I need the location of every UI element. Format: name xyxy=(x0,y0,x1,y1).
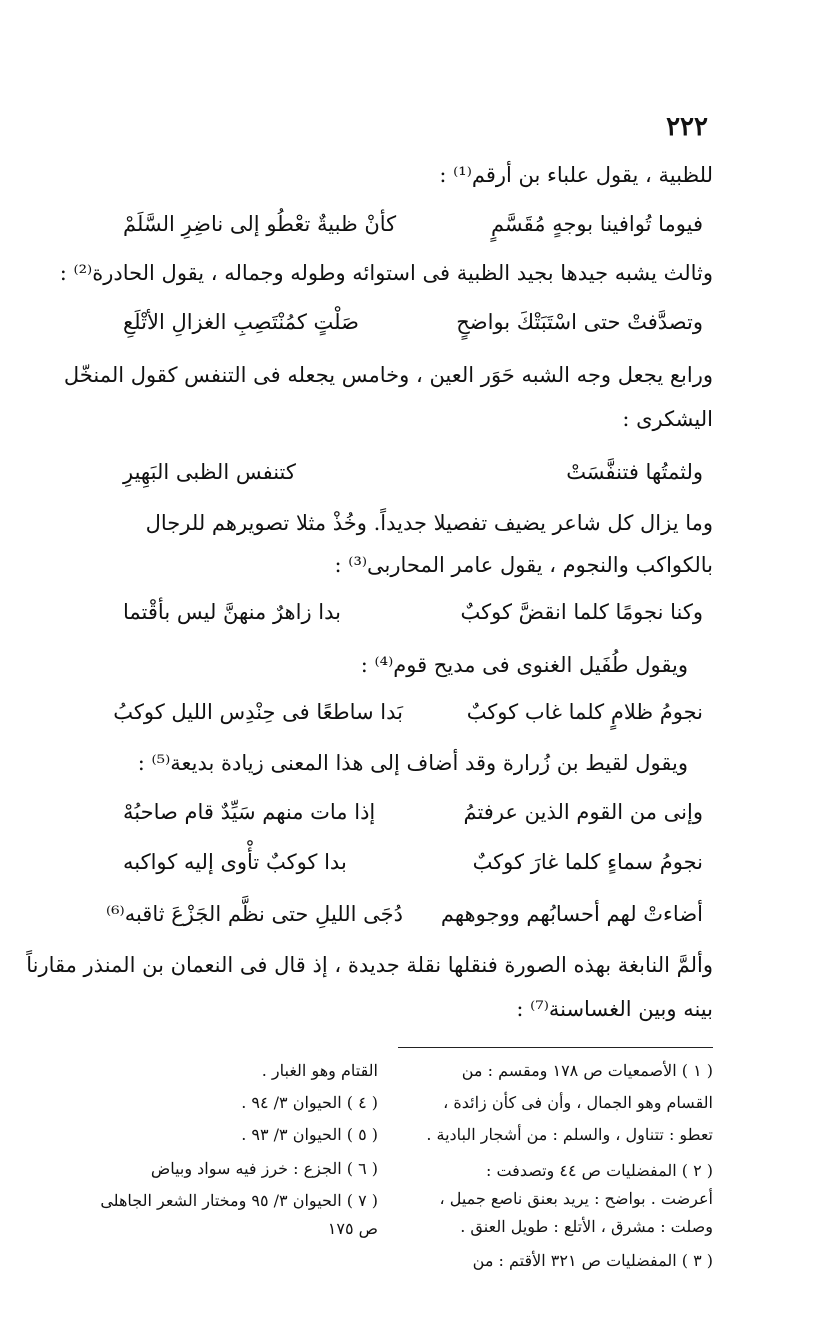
verse-hemistich-first: أضاءتْ لهم أحسابُهم ووجوههم xyxy=(440,902,703,926)
footnote-line: وصلت : مشرق ، الأتلع : طويل العنق . xyxy=(460,1217,713,1236)
paragraph-line: بينه وبين الغساسنة⁽⁷⁾ : xyxy=(516,997,713,1021)
verse-line xyxy=(123,850,713,884)
paragraph-line: ورابع يجعل وجه الشبه حَوَر العين ، وخامس يجعله فى التنفس كقول المنخّل xyxy=(63,363,713,387)
footnote-line: ( ٦ ) الجزع : خرز فيه سواد وبياض xyxy=(150,1159,378,1178)
footnote-line: أعرضت . بواضح : يريد بعنق ناصع جميل ، xyxy=(439,1189,713,1208)
verse-line xyxy=(123,600,713,634)
footnote-line: ( ٧ ) الحيوان ٣/ ٩٥ ومختار الشعر الجاهلى xyxy=(100,1191,378,1210)
verse-hemistich-second: بدا زاهرٌ منهنَّ ليس بأقْتما xyxy=(123,600,341,624)
page-number: ٢٢٢ xyxy=(666,112,708,142)
footnote-line: تعطو : تتناول ، والسلم : من أشجار البادية . xyxy=(426,1125,713,1144)
verse-line xyxy=(123,460,713,494)
footnote-line: القسام وهو الجمال ، وأن فى كأن زائدة ، xyxy=(443,1093,713,1112)
verse-hemistich-first: وكنا نجومًا كلما انقضَّ كوكبٌ xyxy=(460,600,703,624)
verse-hemistich-first: ولثمتُها فتنفَّسَتْ xyxy=(566,460,703,484)
verse-hemistich-first: وتصدَّفتْ حتى اسْتَبَتْكَ بواضحٍ xyxy=(456,310,703,334)
verse-hemistich-second: بَدا ساطعًا فى حِنْدِس الليل كوكبُ xyxy=(113,700,403,724)
footnote-line: ( ٢ ) المفضليات ص ٤٤ وتصدفت : xyxy=(485,1161,713,1180)
verse-line xyxy=(113,700,713,734)
paragraph-line: اليشكرى : xyxy=(622,407,713,431)
footnote-divider xyxy=(398,1047,713,1048)
verse-hemistich-first: فيوما تُوافينا بوجهٍ مُقَسَّمٍ xyxy=(490,212,703,236)
paragraph-line: بالكواكب والنجوم ، يقول عامر المحاربى⁽³⁾ : xyxy=(334,553,713,577)
footnote-line: القتام وهو الغبار . xyxy=(261,1061,378,1080)
footnote-line: ( ٥ ) الحيوان ٣/ ٩٣ . xyxy=(241,1125,378,1144)
paragraph-line: وألمَّ النابغة بهذه الصورة فنقلها نقلة جديدة ، إذ قال فى النعمان بن المنذر مقارناً xyxy=(26,953,713,977)
verse-line xyxy=(123,800,713,834)
verse-line xyxy=(105,902,713,936)
paragraph-line: ويقول لقيط بن زُرارة وقد أضاف إلى هذا المعنى زيادة بديعة⁽⁵⁾ : xyxy=(137,751,688,775)
verse-line xyxy=(123,310,713,344)
footnote-line: ( ١ ) الأصمعيات ص ١٧٨ ومقسم : من xyxy=(461,1061,713,1080)
paragraph-line: وثالث يشبه جيدها بجيد الظبية فى استوائه وطوله وجماله ، يقول الحادرة⁽²⁾ : xyxy=(59,261,713,285)
verse-hemistich-second: كتنفس الظبى البَهِيرِ xyxy=(123,460,296,484)
footnote-line: ( ٣ ) المفضليات ص ٣٢١ الأقتم : من xyxy=(472,1251,713,1270)
footnote-line: ص ١٧٥ xyxy=(327,1219,378,1238)
verse-hemistich-second: صَلْتٍ كمُنْتَصِبِ الغزالِ الأتْلَعِ xyxy=(123,310,359,334)
verse-hemistich-second: كأنْ ظبيةٌ تعْطُو إلى ناضِرِ السَّلَمْ xyxy=(123,212,397,236)
verse-line xyxy=(123,212,713,246)
verse-hemistich-first: وإنى من القوم الذين عرفتمُ xyxy=(463,800,703,824)
paragraph-line: وما يزال كل شاعر يضيف تفصيلا جديداً. وخُذْ مثلا تصويرهم للرجال xyxy=(145,511,713,535)
verse-hemistich-second: دُجَى الليلِ حتى نظَّم الجَزْعَ ثاقبه⁽⁶⁾ xyxy=(105,902,403,926)
paragraph-line: ويقول طُفَيل الغنوى فى مديح قوم⁽⁴⁾ : xyxy=(360,653,688,677)
verse-hemistich-second: بدا كوكبٌ تأْوى إليه كواكبه xyxy=(123,850,347,874)
verse-hemistich-first: نجومُ سماءٍ كلما غارَ كوكبٌ xyxy=(472,850,703,874)
verse-hemistich-first: نجومُ ظلامٍ كلما غاب كوكبٌ xyxy=(466,700,703,724)
verse-hemistich-second: إذا مات منهم سَيِّدٌ قام صاحبُهْ xyxy=(123,800,376,824)
footnote-line: ( ٤ ) الحيوان ٣/ ٩٤ . xyxy=(241,1093,378,1112)
paragraph-line: للظبية ، يقول علباء بن أرقم⁽¹⁾ : xyxy=(439,163,713,187)
